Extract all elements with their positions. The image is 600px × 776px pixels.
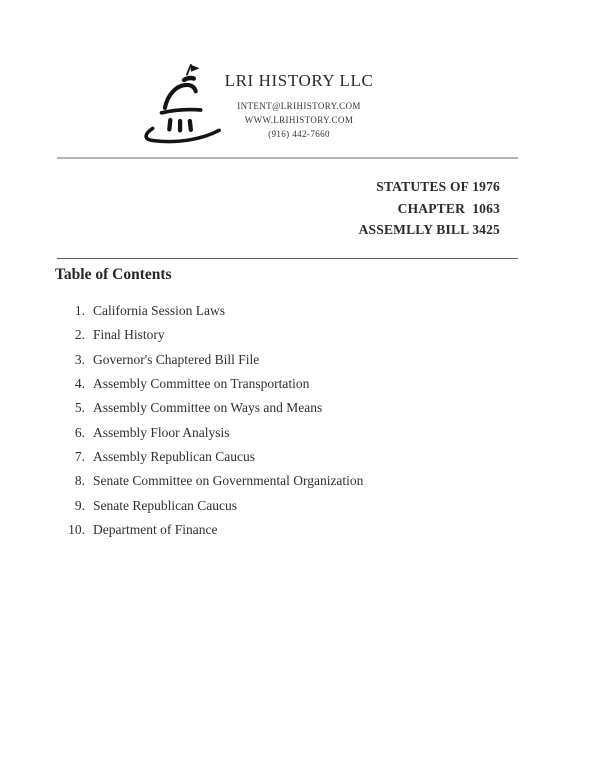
toc-item-label: California Session Laws [93,303,225,319]
toc-item-label: Assembly Republican Caucus [93,448,255,464]
toc-item-number: 7. [74,448,85,464]
toc-item-number: 1. [74,303,85,319]
toc-item-number: 2. [74,327,85,343]
toc-item-number: 5. [74,400,85,416]
letterhead-text [209,71,389,141]
toc-item-number: 4. [74,376,85,392]
toc-item-number: 9. [74,497,85,513]
toc-item-assembly-floor-analysis [55,420,363,444]
toc-item-senate-committee-governmental-organization [55,469,363,493]
toc-item-senate-republican-caucus [55,493,363,517]
assembly-bill-line: ASSEMLLY BILL 3425 [358,222,500,237]
toc-item-number: 8. [74,473,85,489]
toc-item-label: Assembly Floor Analysis [93,424,230,440]
contact-phone: (916) 442-7660 [268,129,330,139]
company-name: LRI HISTORY LLC [224,71,374,90]
toc-item-department-of-finance [55,518,363,542]
chapter-line: CHAPTER 1063 [397,200,500,216]
toc-item-label: Governor's Chaptered Bill File [93,351,260,367]
toc-item-label: Assembly Committee on Ways and Means [93,400,323,416]
toc-item-assembly-committee-transportation [55,372,363,396]
bill-reference-block [359,176,500,241]
toc-title: Table of Contents [55,266,172,283]
toc-item-assembly-committee-ways-means [55,396,363,420]
contact-website: WWW.LRIHISTORY.COM [244,115,354,125]
toc-item-label: Assembly Committee on Transportation [93,376,310,392]
statutes-line: STATUTES OF 1976 [376,179,500,194]
toc-item-label: Senate Republican Caucus [93,497,237,513]
toc-item-label: Final History [93,327,165,343]
divider-bottom [57,258,518,259]
toc-item-number: 10. [68,521,85,537]
toc-item-number: 3. [74,351,85,367]
toc-item-label: Senate Committee on Governmental Organization [93,473,364,489]
toc-item-california-session-laws [55,299,363,323]
divider-top [57,157,518,159]
toc-item-number: 6. [74,424,85,440]
toc-list [55,299,363,542]
contact-email: INTENT@LRIHISTORY.COM [237,101,361,111]
toc-item-governors-chaptered-bill-file [55,348,363,372]
toc-item-final-history [55,323,363,347]
toc-item-label: Department of Finance [93,521,218,537]
toc-item-assembly-republican-caucus [55,445,363,469]
